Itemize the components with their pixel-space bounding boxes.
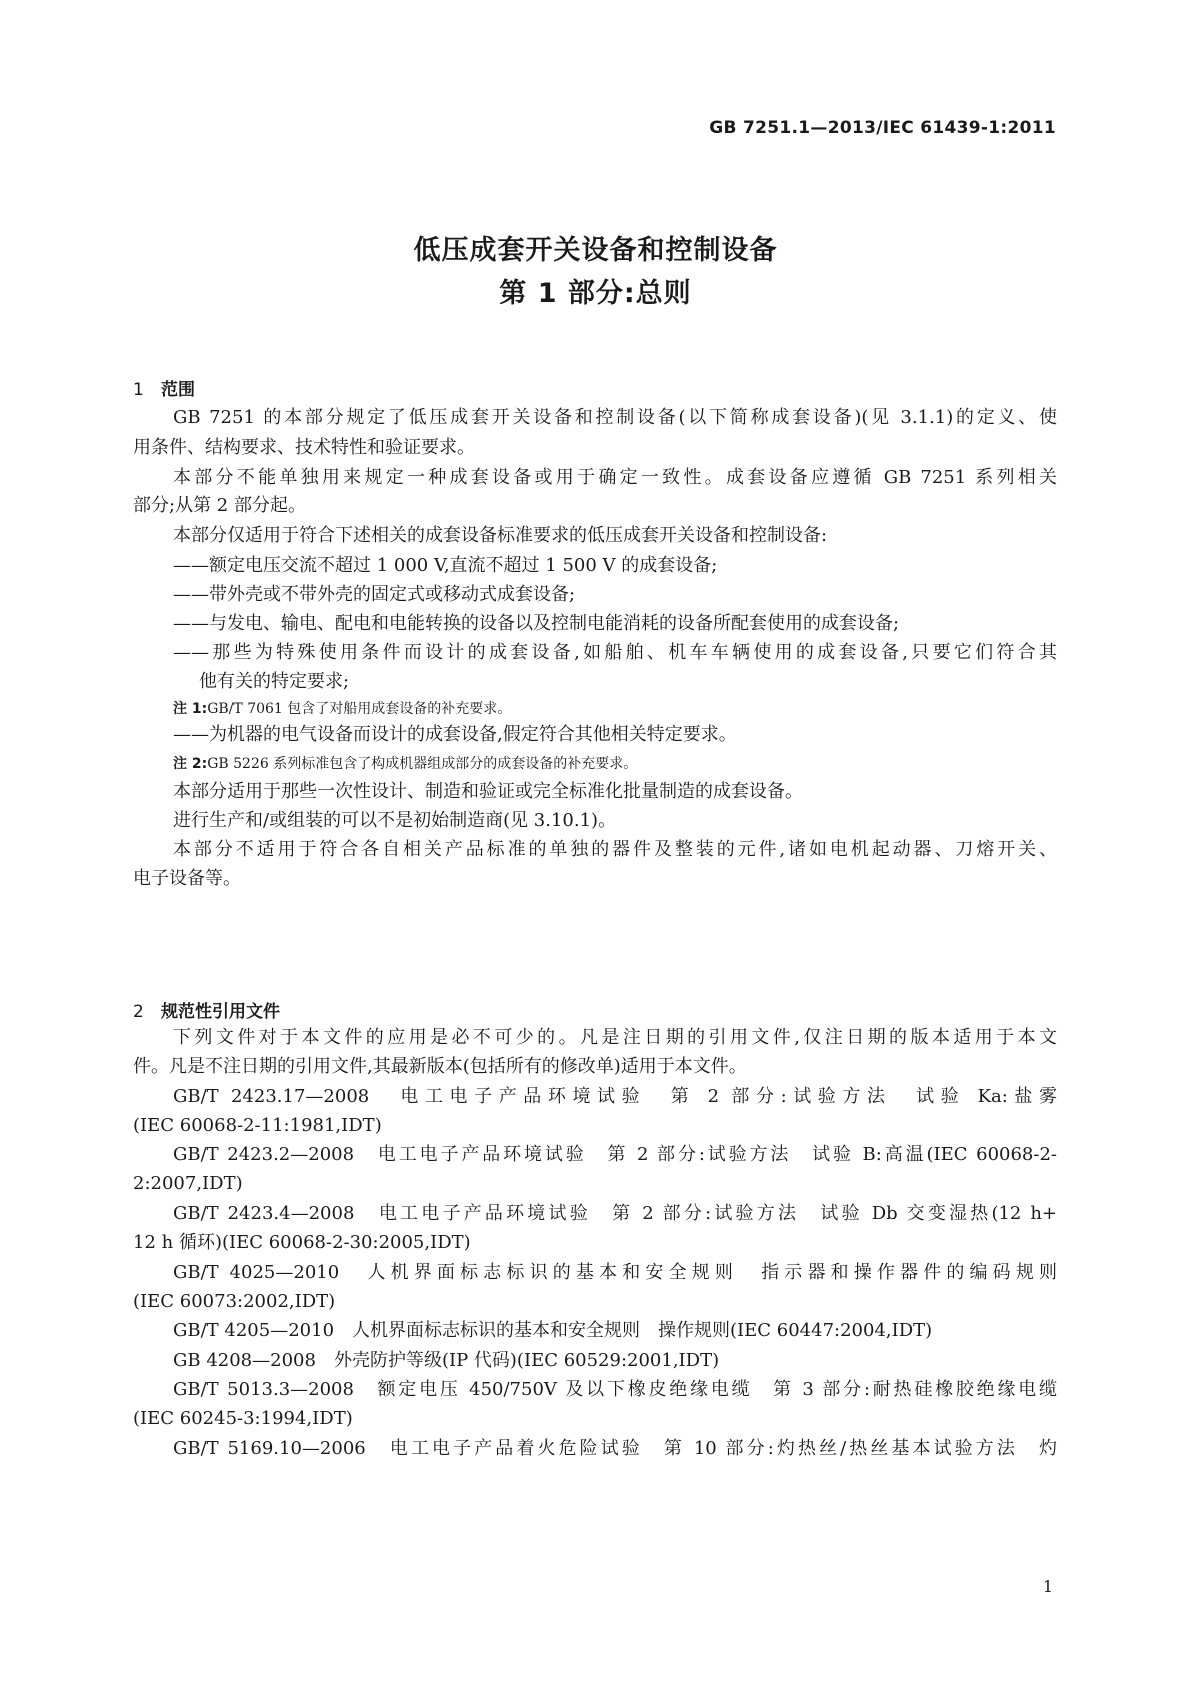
reference-line: 12 h 循环)(IEC 60068-2-30:2005,IDT) bbox=[133, 1232, 471, 1253]
document-subtitle: 第 1 部分:总则 bbox=[499, 278, 692, 309]
reference-line: GB 4208—2008 外壳防护等级(IP 代码)(IEC 60529:2001,IDT) bbox=[173, 1350, 720, 1371]
note-text: GB/T 7061 包含了对船用成套设备的补充要求。 bbox=[207, 701, 512, 717]
paragraph-line: GB 7251 的本部分规定了低压成套开关设备和控制设备(以下简称成套设备)(见 3.1.1)的定义、使 bbox=[173, 407, 1057, 428]
paragraph-line: 下列文件对于本文件的应用是必不可少的。凡是注日期的引用文件,仅注日期的版本适用于本文 bbox=[173, 1027, 1057, 1048]
reference-line: GB/T 4025—2010 人机界面标志标识的基本和安全规则 指示器和操作器件的编码规则 bbox=[173, 1262, 1057, 1283]
note-label: 注 2: bbox=[173, 756, 208, 772]
standard-code: GB 7251.1—2013/IEC 61439-1:2011 bbox=[709, 118, 1056, 138]
reference-line: GB/T 2423.17—2008 电工电子产品环境试验 第 2 部分:试验方法 试验 Ka:盐雾 bbox=[173, 1086, 1057, 1107]
reference-line: (IEC 60068-2-11:1981,IDT) bbox=[133, 1115, 382, 1136]
page-number: 1 bbox=[1042, 1577, 1053, 1596]
section-number: 1 bbox=[133, 380, 144, 400]
section-2-heading bbox=[133, 997, 280, 1022]
paragraph-line: 部分;从第 2 部分起。 bbox=[133, 495, 306, 516]
note-label: 注 1: bbox=[173, 701, 208, 717]
reference-line: GB/T 2423.4—2008 电工电子产品环境试验 第 2 部分:试验方法 试验 Db 交变湿热(12 h+ bbox=[173, 1203, 1057, 1224]
paragraph-line: 本部分适用于那些一次性设计、制造和验证或完全标准化批量制造的成套设备。 bbox=[173, 781, 803, 802]
section-number: 2 bbox=[133, 1002, 144, 1022]
section-1-heading bbox=[133, 375, 195, 400]
reference-line: GB/T 4205—2010 人机界面标志标识的基本和安全规则 操作规则(IEC 60447:2004,IDT) bbox=[173, 1320, 933, 1341]
paragraph-line: 电子设备等。 bbox=[133, 868, 241, 889]
list-item: ——带外壳或不带外壳的固定式或移动式成套设备; bbox=[173, 584, 576, 605]
note-2 bbox=[173, 752, 1097, 776]
reference-line: GB/T 5169.10—2006 电工电子产品着火危险试验 第 10 部分:灼热丝/热丝基本试验方法 灼 bbox=[173, 1438, 1057, 1459]
paragraph-line: 件。凡是不注日期的引用文件,其最新版本(包括所有的修改单)适用于本文件。 bbox=[133, 1056, 747, 1077]
reference-line: (IEC 60245-3:1994,IDT) bbox=[133, 1408, 353, 1429]
list-item: ——为机器的电气设备而设计的成套设备,假定符合其他相关特定要求。 bbox=[173, 724, 737, 745]
note-1 bbox=[173, 697, 1097, 721]
paragraph-line: 本部分不适用于符合各自相关产品标准的单独的器件及整装的元件,诸如电机起动器、刀熔开关、 bbox=[173, 839, 1057, 860]
note-text: GB 5226 系列标准包含了构成机器组成部分的成套设备的补充要求。 bbox=[207, 756, 638, 772]
list-item-continuation: 他有关的特定要求; bbox=[199, 671, 350, 692]
list-item: ——额定电压交流不超过 1 000 V,直流不超过 1 500 V 的成套设备; bbox=[173, 555, 718, 576]
paragraph-line: 本部分仅适用于符合下述相关的成套设备标准要求的低压成套开关设备和控制设备: bbox=[173, 525, 828, 546]
section-title: 范围 bbox=[161, 380, 195, 400]
list-item: ——与发电、输电、配电和电能转换的设备以及控制电能消耗的设备所配套使用的成套设备; bbox=[173, 613, 900, 634]
section-title: 规范性引用文件 bbox=[161, 1002, 280, 1022]
reference-line: 2:2007,IDT) bbox=[133, 1173, 243, 1194]
reference-line: GB/T 5013.3—2008 额定电压 450/750V 及以下橡皮绝缘电缆 第 3 部分:耐热硅橡胶绝缘电缆 bbox=[173, 1379, 1057, 1400]
reference-line: (IEC 60073:2002,IDT) bbox=[133, 1291, 336, 1312]
paragraph-line: 用条件、结构要求、技术特性和验证要求。 bbox=[133, 437, 475, 458]
document-title: 低压成套开关设备和控制设备 bbox=[413, 235, 778, 266]
list-item: ——那些为特殊使用条件而设计的成套设备,如船舶、机车车辆使用的成套设备,只要它们符合其 bbox=[173, 642, 1057, 663]
paragraph-line: 进行生产和/或组装的可以不是初始制造商(见 3.10.1)。 bbox=[173, 810, 617, 831]
reference-line: GB/T 2423.2—2008 电工电子产品环境试验 第 2 部分:试验方法 试验 B:高温(IEC 60068-2- bbox=[173, 1144, 1057, 1165]
paragraph-line: 本部分不能单独用来规定一种成套设备或用于确定一致性。成套设备应遵循 GB 7251 系列相关 bbox=[173, 467, 1057, 488]
